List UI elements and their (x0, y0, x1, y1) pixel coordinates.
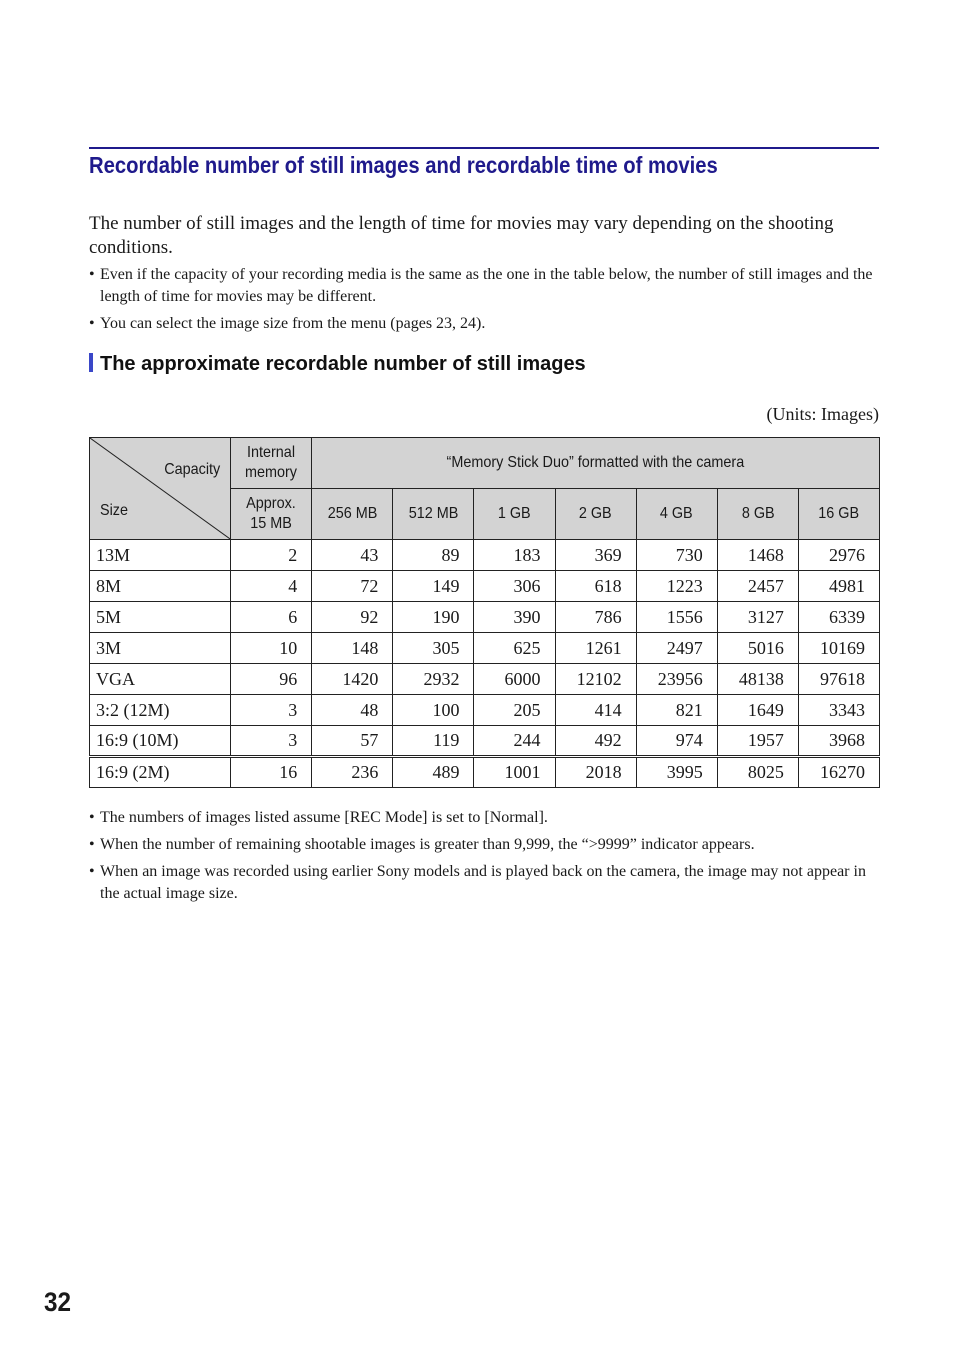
value-cell: 23956 (636, 664, 717, 695)
table-row (90, 757, 880, 788)
value-cell: 89 (393, 540, 474, 571)
capacity-header (393, 489, 474, 540)
value-cell: 43 (312, 540, 393, 571)
capacity-label: 512 MB (408, 505, 459, 522)
size-cell: 16:9 (10M) (90, 726, 231, 757)
internal-approx-label: Approx. 15 MB (246, 495, 297, 532)
capacity-label: 4 GB (660, 505, 694, 522)
capacity-label: 1 GB (498, 505, 531, 522)
table-body (90, 540, 880, 788)
value-cell: 618 (555, 571, 636, 602)
value-cell: 492 (555, 726, 636, 757)
value-cell: 4981 (798, 571, 879, 602)
subheading-text: The approximate recordable number of still images (100, 353, 586, 375)
table-row (90, 602, 880, 633)
value-cell: 1957 (717, 726, 798, 757)
value-cell: 489 (393, 757, 474, 788)
value-cell: 190 (393, 602, 474, 633)
value-cell: 149 (393, 571, 474, 602)
value-cell: 1649 (717, 695, 798, 726)
msd-header-label: “Memory Stick Duo” formatted with the camera (446, 454, 745, 471)
value-cell: 148 (312, 633, 393, 664)
note-item: • When the number of remaining shootable images is greater than 9,999, the “>9999” indicator appears. (89, 834, 879, 856)
value-cell: 100 (393, 695, 474, 726)
table-row (90, 664, 880, 695)
intro-paragraph: The number of still images and the length of time for movies may vary depending on the shooting conditions. (89, 213, 834, 258)
value-cell: 730 (636, 540, 717, 571)
value-cell: 625 (474, 633, 555, 664)
table-row (90, 633, 880, 664)
capacity-header (798, 489, 879, 540)
value-cell: 974 (636, 726, 717, 757)
table-row (90, 726, 880, 757)
value-cell: 2976 (798, 540, 879, 571)
value-cell: 92 (312, 602, 393, 633)
size-cell: 13M (90, 540, 231, 571)
capacity-label: 256 MB (327, 505, 378, 522)
capacity-label: 8 GB (741, 505, 775, 522)
value-cell: 5016 (717, 633, 798, 664)
value-cell: 3995 (636, 757, 717, 788)
corner-header (90, 438, 231, 540)
size-cell: 16:9 (2M) (90, 757, 231, 788)
note-item: • You can select the image size from the menu (pages 23, 24). (89, 313, 879, 335)
heading-bar-icon (89, 353, 93, 372)
value-cell: 96 (231, 664, 312, 695)
value-cell: 10 (231, 633, 312, 664)
value-cell: 1468 (717, 540, 798, 571)
value-cell: 2457 (717, 571, 798, 602)
corner-capacity-label: Capacity (164, 461, 221, 478)
value-cell: 8025 (717, 757, 798, 788)
msd-header (312, 438, 880, 489)
top-notes (89, 264, 879, 340)
value-cell: 369 (555, 540, 636, 571)
capacity-header (636, 489, 717, 540)
value-cell: 236 (312, 757, 393, 788)
value-cell: 2932 (393, 664, 474, 695)
value-cell: 72 (312, 571, 393, 602)
value-cell: 48138 (717, 664, 798, 695)
page-number: 32 (44, 1287, 72, 1317)
value-cell: 414 (555, 695, 636, 726)
section-title: Recordable number of still images and recordable time of movies (89, 152, 718, 178)
value-cell: 12102 (555, 664, 636, 695)
value-cell: 16270 (798, 757, 879, 788)
value-cell: 3127 (717, 602, 798, 633)
value-cell: 390 (474, 602, 555, 633)
bottom-notes (89, 807, 879, 910)
size-cell: 3M (90, 633, 231, 664)
internal-memory-label: Internal memory (245, 444, 298, 481)
value-cell: 1556 (636, 602, 717, 633)
value-cell: 3968 (798, 726, 879, 757)
value-cell: 3343 (798, 695, 879, 726)
value-cell: 183 (474, 540, 555, 571)
value-cell: 2 (231, 540, 312, 571)
internal-memory-header (231, 438, 312, 489)
value-cell: 6000 (474, 664, 555, 695)
size-cell: 8M (90, 571, 231, 602)
size-cell: 3:2 (12M) (90, 695, 231, 726)
note-item: • Even if the capacity of your recording media is the same as the one in the table below, the number of still images and the length of time for movies may be different. (89, 264, 879, 308)
value-cell: 3 (231, 695, 312, 726)
value-cell: 2018 (555, 757, 636, 788)
table-row (90, 540, 880, 571)
value-cell: 97618 (798, 664, 879, 695)
value-cell: 1223 (636, 571, 717, 602)
value-cell: 48 (312, 695, 393, 726)
value-cell: 205 (474, 695, 555, 726)
capacity-header (312, 489, 393, 540)
table-row (90, 695, 880, 726)
table-row (90, 571, 880, 602)
corner-diagonal (90, 438, 230, 539)
value-cell: 57 (312, 726, 393, 757)
value-cell: 244 (474, 726, 555, 757)
size-cell: VGA (90, 664, 231, 695)
capacity-header (555, 489, 636, 540)
value-cell: 2497 (636, 633, 717, 664)
subheading (89, 353, 586, 376)
value-cell: 1261 (555, 633, 636, 664)
value-cell: 786 (555, 602, 636, 633)
value-cell: 1420 (312, 664, 393, 695)
capacity-label: 16 GB (818, 505, 860, 522)
value-cell: 6339 (798, 602, 879, 633)
corner-size-label: Size (100, 502, 129, 519)
note-item: • When an image was recorded using earlier Sony models and is played back on the camera, the image may not appear in the actual image size. (89, 861, 879, 905)
internal-approx-header (231, 489, 312, 540)
units-label: (Units: Images) (766, 404, 879, 424)
image-count-table (89, 437, 880, 788)
title-rule (89, 147, 879, 149)
value-cell: 1001 (474, 757, 555, 788)
value-cell: 4 (231, 571, 312, 602)
value-cell: 305 (393, 633, 474, 664)
capacity-header (717, 489, 798, 540)
value-cell: 16 (231, 757, 312, 788)
value-cell: 3 (231, 726, 312, 757)
value-cell: 10169 (798, 633, 879, 664)
value-cell: 119 (393, 726, 474, 757)
value-cell: 821 (636, 695, 717, 726)
capacity-label: 2 GB (579, 505, 612, 522)
value-cell: 306 (474, 571, 555, 602)
capacity-header (474, 489, 555, 540)
value-cell: 6 (231, 602, 312, 633)
size-cell: 5M (90, 602, 231, 633)
note-item: • The numbers of images listed assume [REC Mode] is set to [Normal]. (89, 807, 879, 829)
